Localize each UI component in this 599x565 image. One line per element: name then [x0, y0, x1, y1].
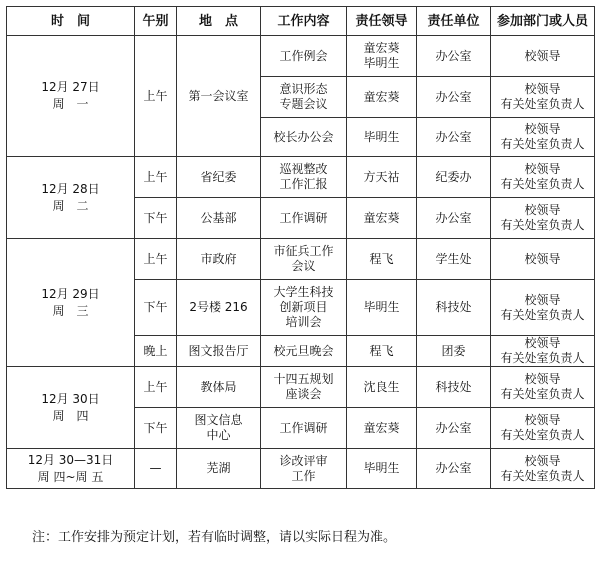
content-cell	[261, 408, 347, 449]
date-cell-text: 12月 30—31日	[27, 452, 114, 467]
participants-cell	[491, 198, 595, 239]
participants-cell	[491, 408, 595, 449]
date-cell	[7, 449, 135, 489]
unit-cell-text: 办公室	[435, 89, 472, 104]
leader-cell	[347, 280, 417, 336]
footnote: 注：工作安排为预定计划，若有临时调整，请以实际日程为准。	[32, 530, 397, 545]
header-unit: 责任单位	[417, 7, 491, 36]
content-cell-text: 座谈会	[285, 387, 322, 401]
leader-cell	[347, 239, 417, 280]
content-cell-text: 工作调研	[279, 420, 328, 435]
unit-cell	[417, 280, 491, 336]
unit-cell	[417, 449, 491, 489]
period-cell	[135, 408, 177, 449]
period-cell	[135, 198, 177, 239]
period-cell-text: 下午	[143, 210, 168, 225]
period-cell-text: 晚上	[143, 343, 168, 358]
participants-cell-text: 校领导	[524, 82, 561, 96]
place-cell-text: 公基部	[200, 210, 237, 225]
participants-cell	[491, 336, 595, 367]
place-cell	[177, 198, 261, 239]
participants-cell-text: 有关处室负责人	[500, 351, 585, 365]
table-row	[7, 157, 595, 198]
participants-cell-text: 校领导	[524, 251, 561, 266]
header-place: 地 点	[177, 7, 261, 36]
date-cell-text: 周 二	[52, 198, 89, 213]
date-cell-text: 周 四~周 五	[37, 469, 104, 484]
date-cell	[7, 36, 135, 157]
leader-cell-text: 毕明生	[363, 129, 400, 144]
place-cell	[177, 408, 261, 449]
participants-cell	[491, 157, 595, 198]
leader-cell	[347, 118, 417, 157]
leader-cell-text: 方天祜	[363, 169, 400, 184]
header-leader: 责任领导	[347, 7, 417, 36]
leader-cell-text: 童宏葵	[363, 41, 400, 55]
leader-cell	[347, 36, 417, 77]
unit-cell	[417, 408, 491, 449]
participants-cell-text: 有关处室负责人	[500, 468, 585, 483]
participants-cell-text: 校领导	[524, 122, 561, 136]
period-cell-text: 上午	[143, 169, 168, 184]
table-row	[7, 367, 595, 408]
content-cell-text: 意识形态	[279, 82, 328, 96]
leader-cell-text: 毕明生	[363, 461, 400, 475]
period-cell	[135, 449, 177, 489]
content-cell	[261, 367, 347, 408]
header-participants: 参加部门或人员	[491, 7, 595, 36]
content-cell-text: 大学生科技	[273, 285, 334, 299]
unit-cell-text: 学生处	[435, 251, 472, 266]
participants-cell	[491, 280, 595, 336]
content-cell	[261, 336, 347, 367]
schedule-table	[6, 6, 595, 489]
date-cell-text: 周 四	[52, 408, 89, 423]
place-cell	[177, 367, 261, 408]
leader-cell-text: 沈良生	[363, 379, 400, 394]
period-cell-text: 下午	[143, 420, 168, 435]
content-cell	[261, 77, 347, 118]
content-cell-text: 工作调研	[279, 210, 328, 225]
table-row	[7, 36, 595, 77]
participants-cell-text: 校领导	[524, 162, 561, 176]
content-cell-text: 十四五规划	[273, 372, 334, 386]
date-cell	[7, 239, 135, 367]
period-cell-text: —	[149, 461, 162, 475]
period-cell	[135, 36, 177, 157]
date-cell	[7, 367, 135, 449]
content-cell	[261, 36, 347, 77]
participants-cell-text: 有关处室负责人	[500, 428, 585, 442]
date-cell-text: 周 三	[52, 303, 89, 318]
participants-cell	[491, 239, 595, 280]
participants-cell-text: 有关处室负责人	[500, 218, 585, 232]
place-cell	[177, 336, 261, 367]
unit-cell-text: 办公室	[435, 210, 472, 225]
schedule-body	[7, 36, 595, 489]
participants-cell-text: 校领导	[524, 413, 561, 427]
unit-cell-text: 科技处	[435, 379, 472, 394]
header-period: 午别	[135, 7, 177, 36]
content-cell-text: 校元旦晚会	[273, 343, 334, 358]
content-cell	[261, 198, 347, 239]
unit-cell	[417, 77, 491, 118]
place-cell	[177, 157, 261, 198]
unit-cell-text: 办公室	[435, 461, 472, 475]
participants-cell-text: 校领导	[524, 292, 561, 307]
leader-cell-text: 毕明生	[363, 300, 400, 314]
unit-cell	[417, 36, 491, 77]
table-row	[7, 239, 595, 280]
participants-cell-text: 校领导	[524, 203, 561, 217]
participants-cell-text: 有关处室负责人	[500, 137, 585, 151]
place-cell-text: 中心	[206, 428, 231, 442]
content-cell	[261, 239, 347, 280]
unit-cell-text: 纪委办	[435, 169, 472, 184]
leader-cell-text: 童宏葵	[363, 89, 400, 104]
unit-cell-text: 办公室	[435, 48, 472, 63]
unit-cell	[417, 336, 491, 367]
period-cell-text: 上午	[143, 251, 168, 266]
place-cell-text: 图文信息	[194, 413, 243, 427]
period-cell-text: 上午	[143, 379, 168, 394]
content-cell	[261, 118, 347, 157]
content-cell-text: 创新项目	[279, 300, 328, 314]
content-cell-text: 巡视整改	[279, 162, 328, 176]
period-cell-text: 下午	[143, 300, 168, 314]
place-cell-text: 教体局	[200, 379, 237, 394]
period-cell-text: 上午	[143, 88, 168, 103]
place-cell-text: 省纪委	[200, 169, 237, 184]
place-cell-text: 芜湖	[206, 461, 231, 475]
header-time: 时 间	[7, 7, 135, 36]
content-cell-text: 工作	[291, 468, 316, 483]
period-cell	[135, 157, 177, 198]
leader-cell-text: 童宏葵	[363, 210, 400, 225]
leader-cell	[347, 77, 417, 118]
content-cell	[261, 280, 347, 336]
participants-cell	[491, 449, 595, 489]
header-content: 工作内容	[261, 7, 347, 36]
unit-cell-text: 办公室	[435, 420, 472, 435]
place-cell-text: 图文报告厅	[188, 343, 249, 358]
period-cell	[135, 367, 177, 408]
period-cell	[135, 336, 177, 367]
date-cell-text: 周 一	[52, 97, 89, 111]
place-cell-text: 市政府	[200, 251, 237, 266]
participants-cell	[491, 36, 595, 77]
participants-cell-text: 校领导	[524, 48, 561, 63]
content-cell-text: 会议	[291, 259, 316, 273]
content-cell-text: 工作汇报	[279, 177, 328, 191]
header-row	[7, 7, 595, 36]
leader-cell	[347, 408, 417, 449]
content-cell-text: 诊改评审	[279, 453, 328, 468]
leader-cell-text: 程飞	[369, 343, 394, 358]
leader-cell-text: 童宏葵	[363, 420, 400, 435]
date-cell	[7, 157, 135, 239]
content-cell-text: 培训会	[285, 315, 322, 329]
participants-cell	[491, 118, 595, 157]
place-cell	[177, 280, 261, 336]
participants-cell-text: 有关处室负责人	[500, 177, 585, 191]
participants-cell-text: 校领导	[524, 336, 561, 350]
participants-cell-text: 有关处室负责人	[500, 97, 585, 111]
leader-cell	[347, 157, 417, 198]
place-cell-text: 第一会议室	[188, 88, 249, 103]
place-cell	[177, 239, 261, 280]
content-cell	[261, 157, 347, 198]
date-cell-text: 12月 30日	[41, 391, 100, 406]
participants-cell	[491, 367, 595, 408]
leader-cell-text: 毕明生	[363, 56, 400, 70]
leader-cell	[347, 336, 417, 367]
participants-cell-text: 校领导	[524, 372, 561, 386]
unit-cell	[417, 198, 491, 239]
unit-cell-text: 团委	[441, 343, 466, 358]
date-cell-text: 12月 29日	[41, 286, 100, 301]
leader-cell	[347, 367, 417, 408]
participants-cell-text: 校领导	[524, 453, 561, 468]
content-cell	[261, 449, 347, 489]
content-cell-text: 专题会议	[279, 97, 328, 111]
date-cell-text: 12月 27日	[41, 80, 100, 94]
place-cell-text: 2号楼 216	[189, 300, 248, 314]
date-cell-text: 12月 28日	[41, 181, 100, 196]
period-cell	[135, 280, 177, 336]
participants-cell-text: 有关处室负责人	[500, 387, 585, 401]
unit-cell	[417, 239, 491, 280]
unit-cell-text: 科技处	[435, 300, 472, 314]
unit-cell	[417, 367, 491, 408]
table-row	[7, 449, 595, 489]
leader-cell-text: 程飞	[369, 251, 394, 266]
content-cell-text: 校长办公会	[273, 129, 334, 144]
content-cell-text: 工作例会	[279, 48, 328, 63]
leader-cell	[347, 198, 417, 239]
period-cell	[135, 239, 177, 280]
unit-cell	[417, 118, 491, 157]
leader-cell	[347, 449, 417, 489]
place-cell	[177, 449, 261, 489]
participants-cell	[491, 77, 595, 118]
participants-cell-text: 有关处室负责人	[500, 307, 585, 322]
unit-cell-text: 办公室	[435, 129, 472, 144]
content-cell-text: 市征兵工作	[273, 244, 334, 258]
unit-cell	[417, 157, 491, 198]
place-cell	[177, 36, 261, 157]
